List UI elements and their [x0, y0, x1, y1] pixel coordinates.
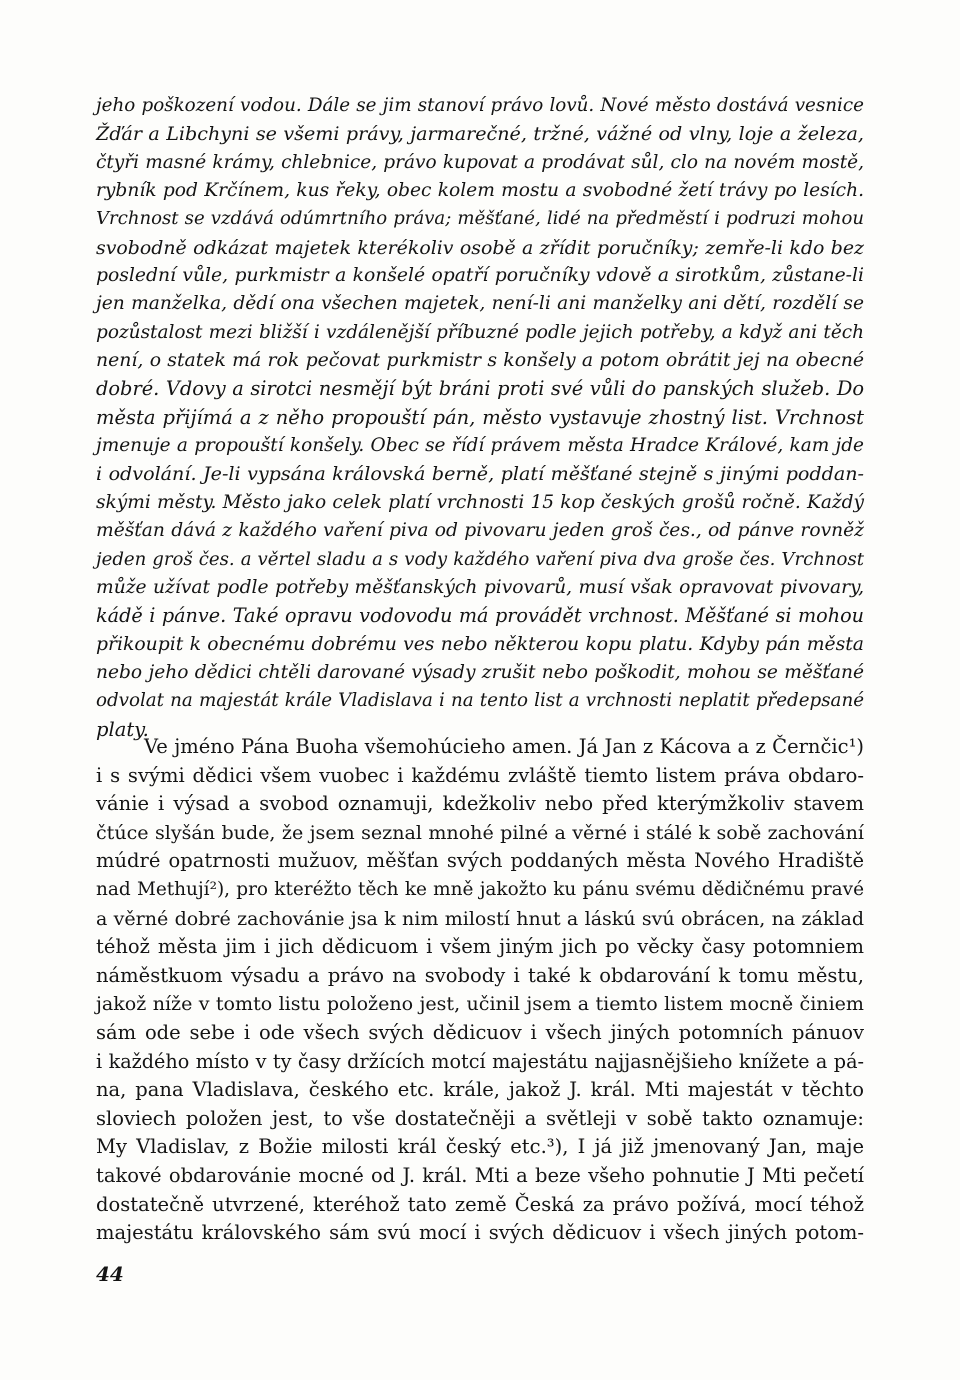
- charter-line: vánie i výsad a svobod oznamuji, kdežkoliv nebo před kterýmžkoliv stavem: [96, 792, 864, 816]
- charter-line: téhož města jim i jich dědicuom i všem jiným jich po věcky časy potomniem: [96, 935, 864, 959]
- charter-line: jakož níže v tomto listu položeno jest, učinil jsem a tiemto listem mocně činiem: [96, 993, 864, 1016]
- summary-line: odvolat na majestát krále Vladislava i na tento list a vrchnosti neplatit předepsané: [96, 690, 864, 712]
- charter-line: čtúce slyšán bude, že jsem seznal mnohé pilné a věrné i stálé k sobě zachování: [96, 821, 864, 844]
- charter-line: i s svými dědici všem vuobec i každému zvláště tiemto listem práva obdaro-: [96, 763, 864, 787]
- summary-line: jeho poškození vodou. Dále se jim stanoví právo lovů. Nové město dostává vesnice: [96, 95, 864, 116]
- summary-line: jen manželka, dědí ona všechen majetek, není-li ani manželky ani dětí, rozdělí se: [96, 293, 864, 315]
- summary-line: poslední vůle, purkmistr a konšelé opatří poručníky vdově a sirotkům, zůstane-li: [96, 265, 864, 287]
- summary-line: dobré. Vdovy a sirotci nesmějí být bráni proti své vůli do panských služeb. Do: [96, 377, 864, 401]
- summary-line: rybník pod Krčínem, kus řeky, obec kolem mostu a svobodné žetí trávy po lesích.: [96, 180, 864, 202]
- charter-line: nad Methují²), pro kteréžto těch ke mně jakožto ku pánu svému dědičnému pravé: [96, 878, 864, 900]
- charter-line: a věrné dobré zachovánie jsa k nim milostí hnut a láskú svú obrácen, na základ: [96, 907, 864, 930]
- summary-line: měšťan dává z každého vaření piva od pivovaru jeden groš čes., od pánve rovněž: [96, 520, 864, 542]
- summary-line: není, o statek má rok pečovat purkmistr s konšely a potom obrátit jej na obecné: [96, 350, 864, 372]
- summary-line: přikoupit k obecnému dobrému ves nebo některou kopu platu. Kdyby pán města: [96, 633, 864, 655]
- summary-line: skými městy. Město jako celek platí vrchnosti 15 kop českých grošů ročně. Každý: [96, 491, 864, 513]
- charter-line: i každého místo v ty časy držících motcí majestátu najjasnějšieho knížete a pá-: [96, 1049, 864, 1073]
- charter-line: takové obdarovánie mocné od J. král. Mti a beze všeho pohnutie J Mti pečetí: [96, 1163, 864, 1187]
- summary-line: nebo jeho dědici chtěli darované výsady zrušit nebo poškodit, mohou se měšťané: [96, 661, 864, 683]
- summary-line: města přijímá a z něho propouští pán, město vystavuje zhostný list. Vrchnost: [96, 405, 864, 429]
- charter-line: dostatečně utvrzené, kteréhož tato země Česká za právo požívá, mocí téhož: [96, 1192, 864, 1216]
- summary-line: jeden groš čes. a věrtel sladu a s vody každého vaření piva dva groše čes. Vrchnost: [96, 548, 864, 570]
- page-number: 44: [96, 1262, 124, 1286]
- charter-line: Ve jméno Pána Buoha všemohúcieho amen. Já Jan z Kácova a z Černčic¹): [144, 735, 864, 758]
- charter-line: majestátu královského sám svú mocí i svých dědicuov i všech jiných potom-: [96, 1221, 864, 1245]
- summary-line: Vrchnost se vzdává odúmrtního práva; měšťané, lidé na předměstí i podruzi mohou: [96, 208, 864, 230]
- summary-line: Žďár a Libchyni se všemi právy, jarmarečné, tržné, vážné od vlny, loje a železa,: [96, 122, 864, 146]
- summary-line: může užívat podle potřeby měšťanských pivovarů, musí však opravovat pivovary,: [96, 576, 864, 598]
- charter-text: [96, 733, 864, 1248]
- charter-line: múdré opatrnosti mužuov, měšťan svých poddaných města Nového Hradiště: [96, 849, 864, 873]
- charter-line: náměstkuom výsadu a právo na svobody i také k obdarování k tomu městu,: [96, 963, 864, 987]
- summary-line: kádě i pánve. Také opravu vodovodu má provádět vrchnost. Měšťané si mohou: [96, 604, 864, 628]
- summary-line: pozůstalost mezi bližší i vzdálenější příbuzné podle jejich potřeby, a když ani těch: [96, 321, 864, 343]
- summary-line: platy.: [96, 717, 149, 741]
- summary-line: i odvolání. Je-li vypsána královská berně, platí měšťané stejně s jinými poddan-: [96, 462, 864, 486]
- charter-line: sám ode sebe i ode všech svých dědicuov i všech jiných potomních pánuov: [96, 1020, 864, 1044]
- charter-line: na, pana Vladislava, českého etc. krále, jakož J. král. Mti majestát v těchto: [96, 1078, 864, 1102]
- summary-line: čtyři masné krámy, chlebnice, právo kupovat a prodávat sůl, clo na novém mostě,: [96, 151, 864, 173]
- summary-paragraph: [96, 92, 864, 744]
- summary-line: svobodně odkázat majetek kterékoliv osobě a zřídit poručníky; zemře-li kdo bez: [96, 236, 864, 259]
- charter-line: sloviech položen jest, to vše dostatečněji a světleji v sobě takto oznamuje:: [96, 1106, 864, 1130]
- charter-line: My Vladislav, z Božie milosti král český etc.³), I já již jmenovaný Jan, maje: [96, 1135, 864, 1159]
- summary-line: jmenuje a propouští konšely. Obec se řídí právem města Hradce Králové, kam jde: [96, 435, 864, 457]
